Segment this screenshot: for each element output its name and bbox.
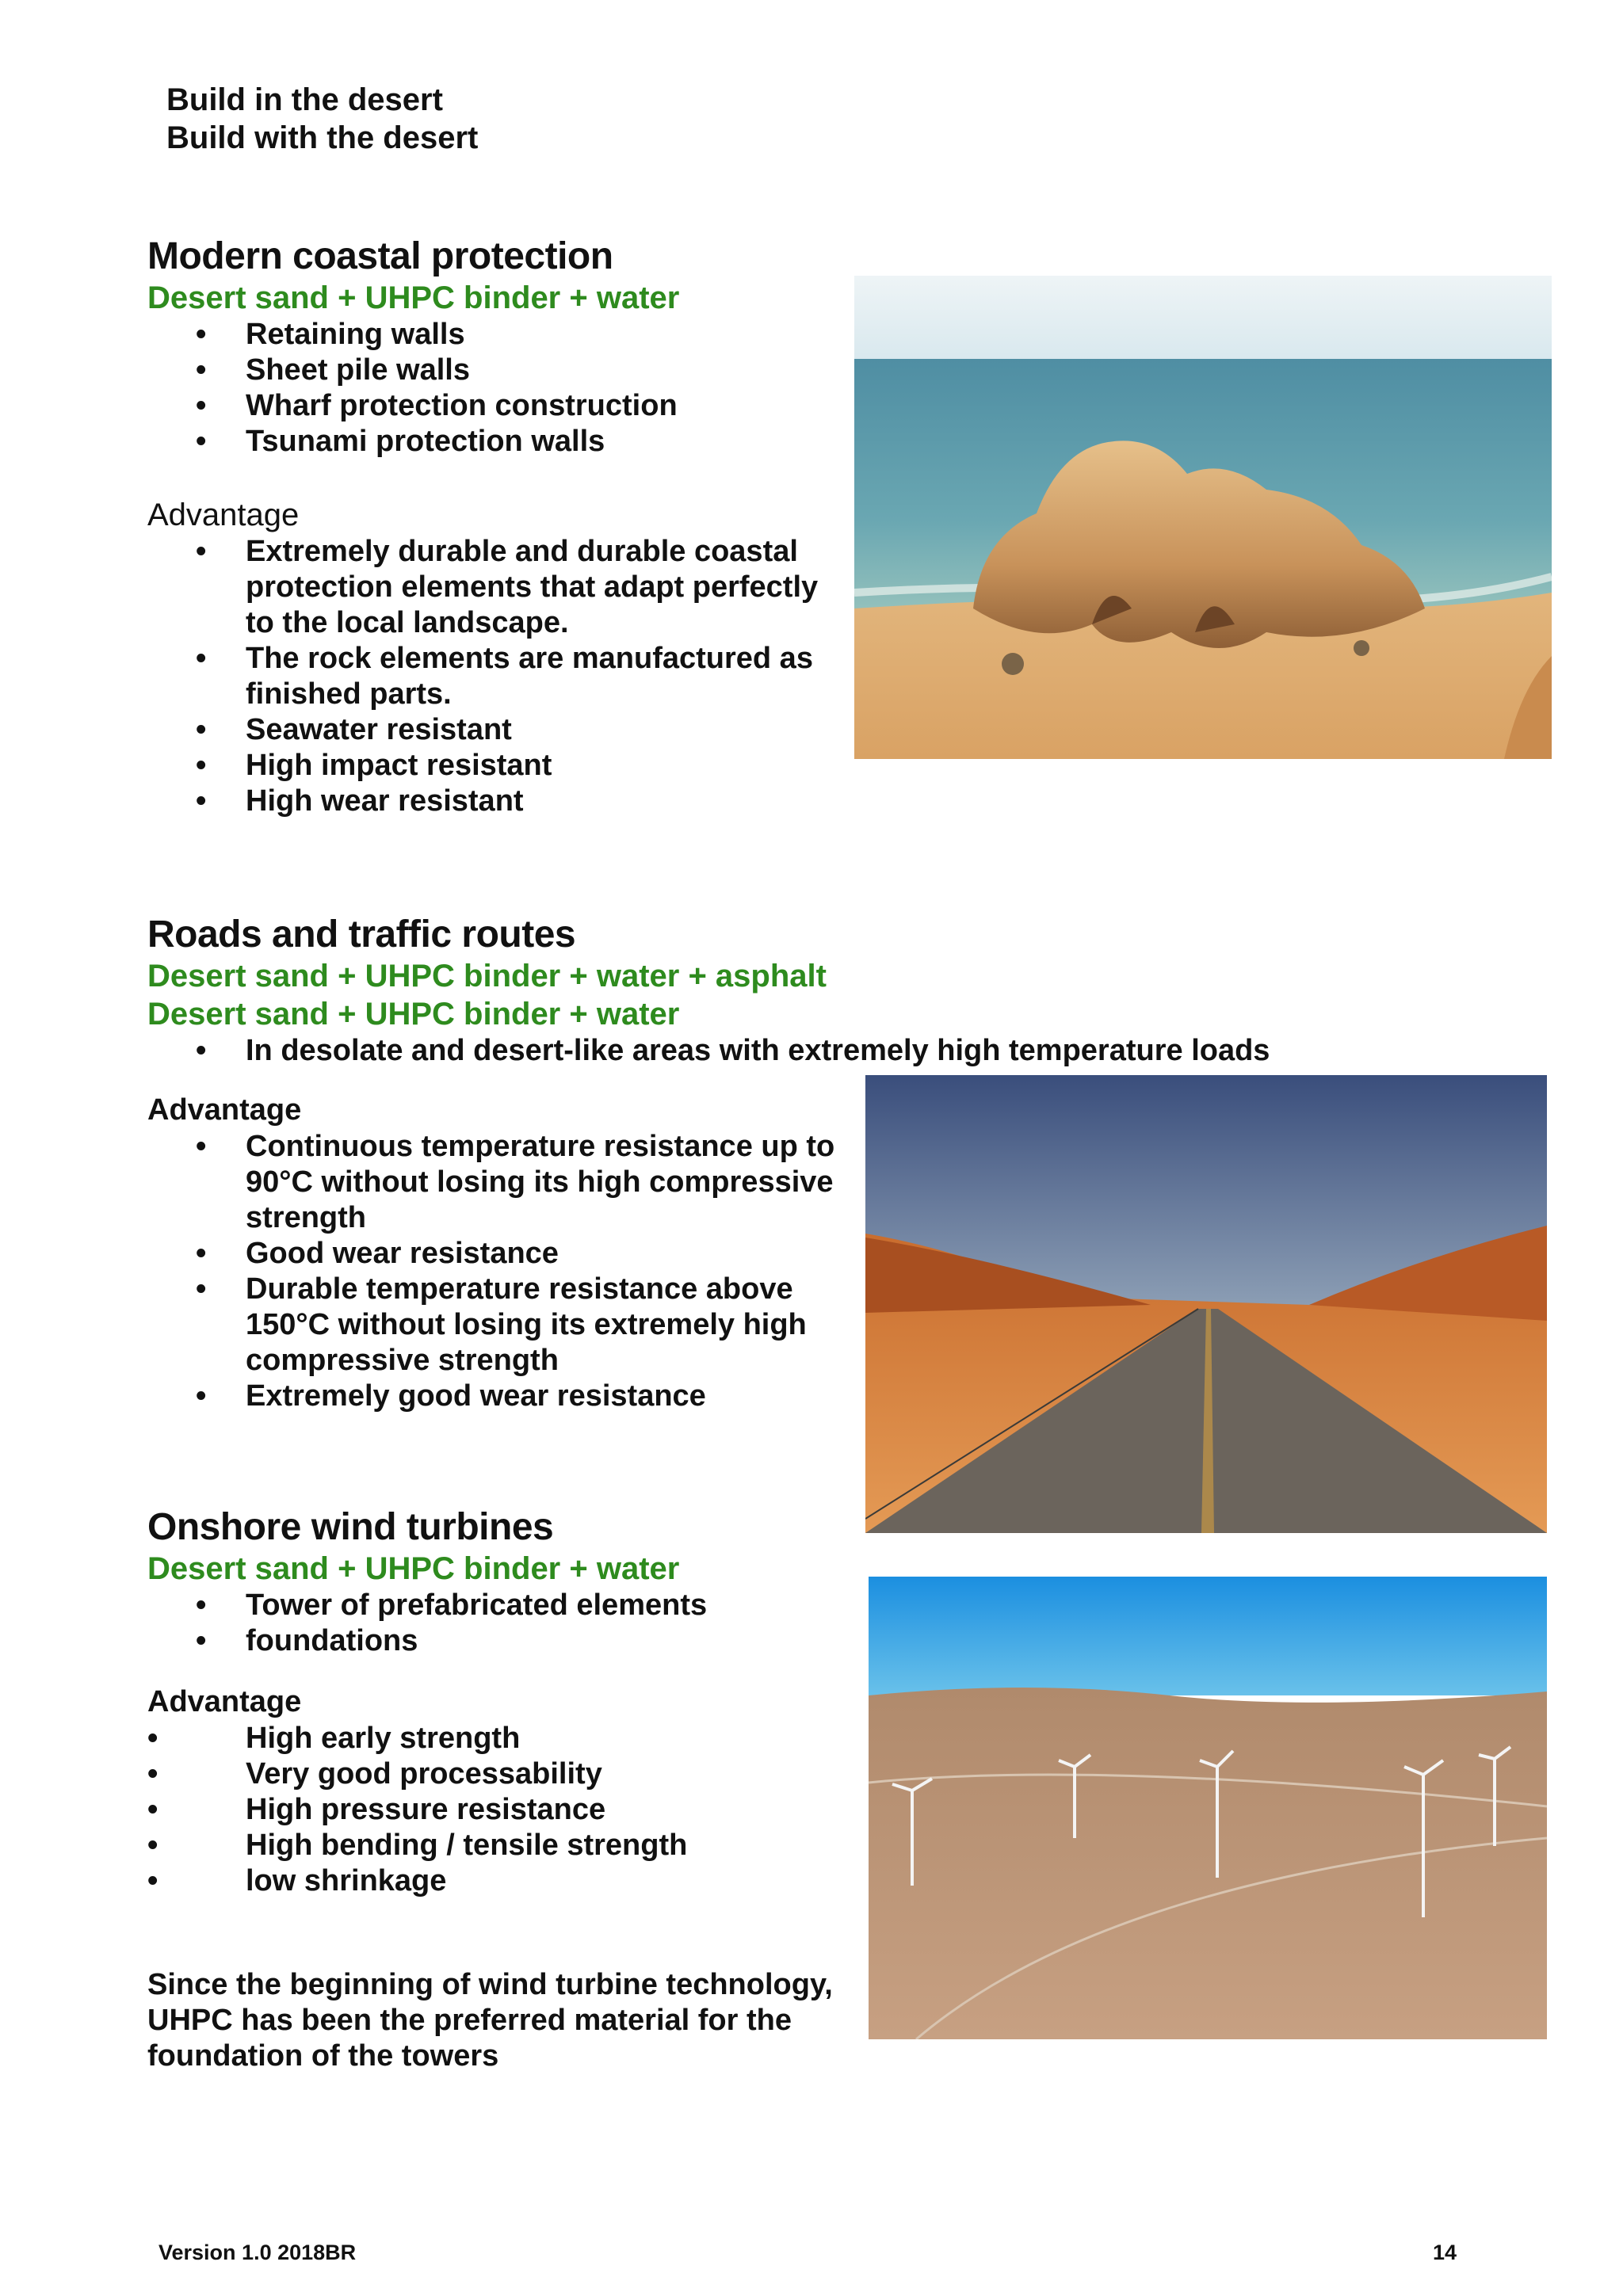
roads-advantages-list: [0, 1129, 856, 1414]
list-item: • Very good processability: [0, 1756, 861, 1792]
list-item: • The rock elements are manufactured as finished parts.: [0, 641, 840, 712]
list-item: • low shrinkage: [0, 1863, 861, 1899]
list-item: • Retaining walls: [0, 317, 861, 353]
tagline-line-1: Build in the desert: [166, 82, 443, 117]
roads-advantage-label: Advantage: [147, 1093, 302, 1127]
list-item: • Extremely durable and durable coastal protection elements that adapt perfectly to the local landscape.: [0, 534, 840, 641]
list-item: • Tower of prefabricated elements: [0, 1588, 861, 1623]
coastal-uses-list: [0, 317, 861, 460]
wind-advantage-label: Advantage: [147, 1685, 302, 1718]
wind-section: [147, 1505, 861, 2074]
list-item: • High impact resistant: [0, 748, 840, 784]
roads-formula-1: Desert sand + UHPC binder + water + asphalt: [147, 959, 827, 994]
list-item: • High wear resistant: [0, 784, 840, 819]
list-item: • foundations: [0, 1623, 861, 1659]
list-item: • In desolate and desert-like areas with extremely high temperature loads: [0, 1033, 1495, 1069]
coastal-section: [147, 235, 861, 819]
list-item: • High early strength: [0, 1721, 861, 1756]
page-number: 14: [1433, 2241, 1457, 2264]
list-item: • High pressure resistance: [0, 1792, 861, 1828]
roads-title: Roads and traffic routes: [147, 913, 576, 955]
coastal-formula: Desert sand + UHPC binder + water: [147, 280, 680, 315]
roads-uses-list: [0, 1033, 1495, 1069]
list-item: • Extremely good wear resistance: [0, 1379, 856, 1414]
list-item: • Sheet pile walls: [0, 353, 861, 388]
wind-farm-photo: [869, 1577, 1547, 2039]
roads-formula-2: Desert sand + UHPC binder + water: [147, 997, 680, 1032]
coastal-rock-photo: [854, 276, 1552, 759]
wind-uses-list: [0, 1588, 861, 1659]
footer-version: Version 1.0 2018BR: [158, 2241, 357, 2264]
wind-title: Onshore wind turbines: [147, 1506, 554, 1548]
list-item: • Tsunami protection walls: [0, 424, 861, 460]
wind-advantages-list: [0, 1721, 861, 1899]
coastal-advantage-label: Advantage: [147, 498, 300, 532]
coastal-title: Modern coastal protection: [147, 235, 613, 277]
list-item: • Good wear resistance: [0, 1236, 856, 1272]
list-item: • High bending / tensile strength: [0, 1828, 861, 1863]
tagline-line-2: Build with the desert: [166, 120, 479, 155]
desert-road-photo: [865, 1075, 1547, 1533]
coastal-advantages-list: [0, 534, 840, 819]
list-item: • Durable temperature resistance above 150°C without losing its extremely high compressive strength: [0, 1272, 856, 1379]
tagline: [166, 81, 478, 157]
list-item: • Continuous temperature resistance up to 90°C without losing its high compressive strength: [0, 1129, 856, 1236]
wind-note: Since the beginning of wind turbine technology, UHPC has been the preferred material for the foundation of the towers: [147, 1968, 833, 2073]
list-item: • Seawater resistant: [0, 712, 840, 748]
wind-formula: Desert sand + UHPC binder + water: [147, 1551, 680, 1586]
list-item: • Wharf protection construction: [0, 388, 861, 424]
